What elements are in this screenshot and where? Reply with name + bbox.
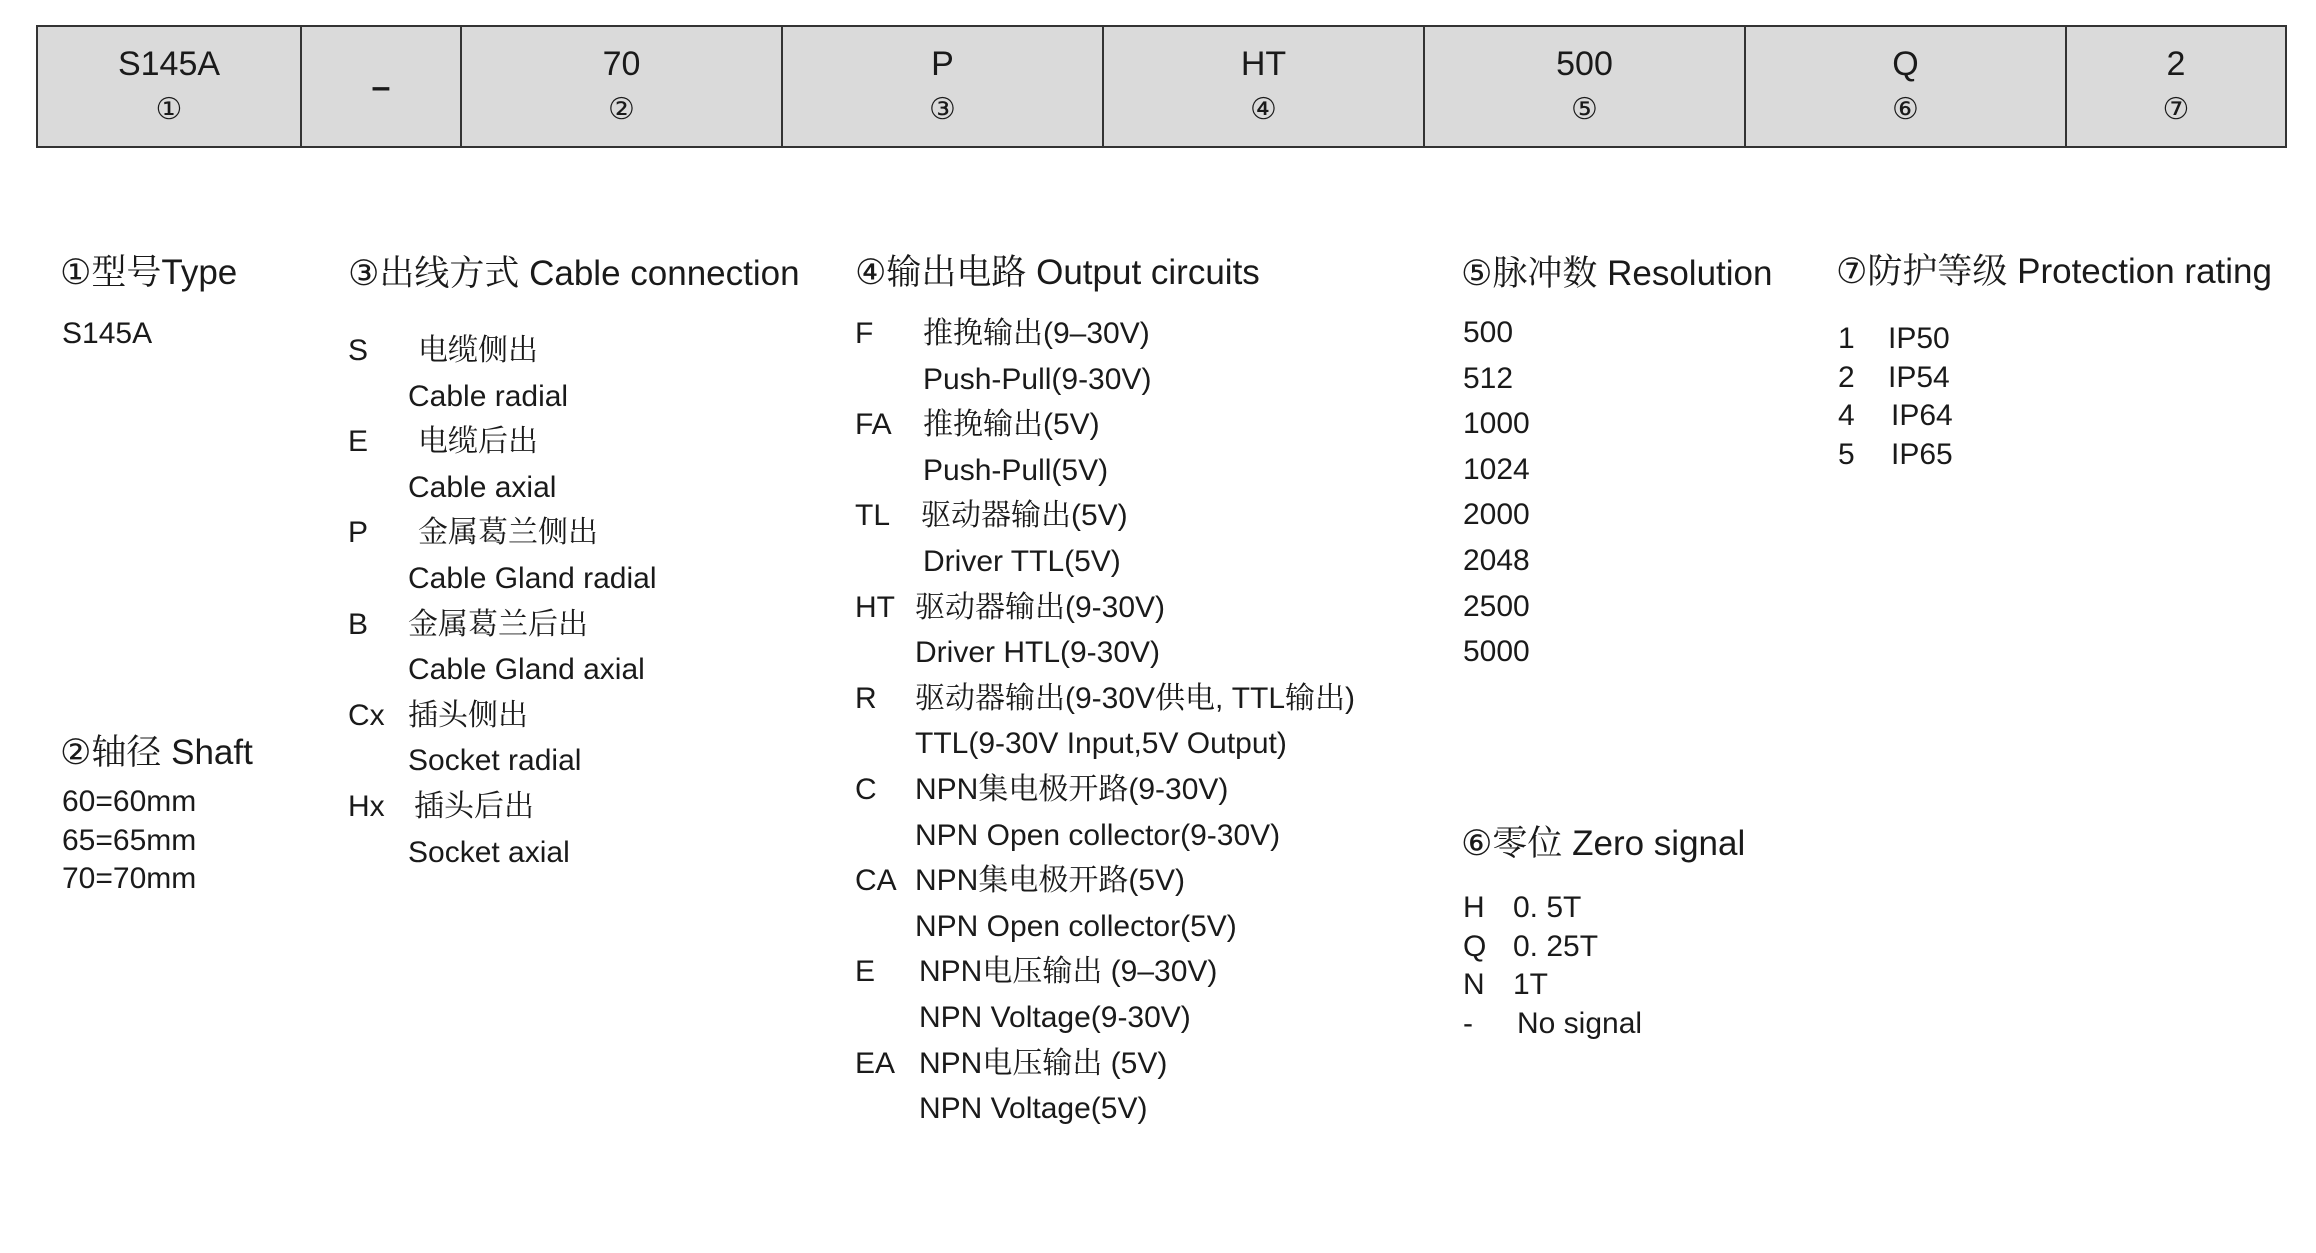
item-en: Cable Gland radial — [408, 561, 657, 595]
list-item — [1463, 889, 1763, 928]
list-item — [855, 311, 1455, 357]
list-item — [1463, 928, 1763, 967]
item-en: TTL(9-30V Input,5V Output) — [915, 727, 1287, 761]
code-cell-protection — [2065, 27, 2285, 146]
list-item — [1838, 359, 2038, 398]
item-value: IP50 — [1888, 322, 1950, 355]
output-list — [855, 311, 1455, 1132]
item-cn: 金属葛兰侧出 — [418, 516, 598, 550]
zero-title: ⑥零位 Zero signal — [1461, 824, 1746, 863]
list-item — [348, 419, 868, 465]
item-en: Push-Pull(9-30V) — [923, 362, 1152, 396]
item-cn: NPN电压输出 (5V) — [919, 1046, 1168, 1080]
item-code: E — [348, 425, 369, 459]
item-en: Driver HTL(9-30V) — [915, 636, 1161, 670]
item-value: IP65 — [1891, 437, 1953, 471]
item-code: Q — [1463, 929, 1487, 963]
list-item — [348, 510, 868, 556]
list-item — [855, 1041, 1455, 1087]
list-item — [855, 357, 1455, 403]
item-en: Cable axial — [408, 470, 557, 504]
list-item — [855, 995, 1455, 1041]
list-item — [1838, 436, 2038, 475]
type-title: ①型号Type — [60, 253, 238, 292]
item-value: No signal — [1517, 1006, 1643, 1040]
item-code: - — [1463, 1006, 1473, 1040]
list-item: 60=60mm — [62, 785, 197, 818]
code-cell-shaft — [460, 27, 781, 146]
list-item — [855, 448, 1455, 494]
code-cell-cable — [781, 27, 1102, 146]
item-code: F — [855, 317, 874, 350]
code-cell-separator — [300, 27, 460, 146]
resolution-list — [1463, 310, 1530, 675]
item-code: 1 — [1838, 322, 1855, 355]
list-item — [348, 784, 868, 830]
item-code: E — [855, 955, 876, 989]
item-cn: 插头侧出 — [408, 698, 528, 732]
code-value: – — [371, 67, 391, 106]
list-item — [1838, 397, 2038, 436]
protection-title: ⑦防护等级 Protection rating — [1836, 252, 2272, 291]
list-item — [348, 738, 868, 784]
code-value: P — [931, 44, 954, 83]
item-code: 5 — [1838, 437, 1855, 471]
item-cn: 推挽输出(5V) — [923, 408, 1100, 442]
shaft-list — [62, 783, 196, 899]
list-item — [348, 465, 868, 511]
item-value: 0. 25T — [1513, 929, 1599, 963]
item-en: Push-Pull(5V) — [923, 453, 1109, 487]
list-item — [855, 721, 1455, 767]
list-item: 2048 — [1463, 543, 1530, 577]
item-en: Driver TTL(5V) — [923, 544, 1121, 578]
list-item — [855, 813, 1455, 859]
code-index: ⑥ — [1892, 92, 1919, 126]
item-cn: 插头后出 — [414, 789, 534, 823]
item-en: NPN Voltage(9-30V) — [919, 1000, 1191, 1034]
item-code: Hx — [348, 789, 385, 823]
code-value: 2 — [2166, 44, 2186, 83]
cable-title: ③出线方式 Cable connection — [348, 254, 800, 293]
item-cn: 驱动器输出(9-30V供电, TTL输出) — [915, 681, 1356, 715]
zero-list — [1463, 889, 1763, 1043]
item-cn: NPN电压输出 (9–30V) — [919, 955, 1218, 989]
list-item — [348, 328, 868, 374]
item-en: NPN Open collector(9-30V) — [915, 818, 1281, 852]
cable-list — [348, 328, 868, 875]
item-code: S — [348, 334, 369, 367]
item-code: EA — [855, 1046, 896, 1080]
item-code: B — [348, 607, 369, 641]
list-item — [855, 858, 1455, 904]
type-list — [62, 311, 152, 357]
item-code: H — [1463, 891, 1485, 924]
code-index: ③ — [929, 92, 956, 126]
item-code: N — [1463, 968, 1485, 1001]
protection-list — [1838, 320, 2038, 474]
item-cn: 电缆侧出 — [418, 334, 538, 367]
list-item — [855, 1086, 1455, 1132]
code-cell-zero — [1744, 27, 2065, 146]
item-value: IP64 — [1891, 399, 1953, 432]
item-code: P — [348, 516, 369, 550]
item-value: 0. 5T — [1513, 891, 1582, 924]
code-value: S145A — [117, 44, 221, 83]
list-item — [348, 830, 868, 876]
list-item — [855, 493, 1455, 539]
output-title: ④输出电路 Output circuits — [855, 253, 1260, 292]
item-cn: NPN集电极开路(5V) — [915, 864, 1186, 898]
item-cn: 金属葛兰后出 — [408, 607, 588, 641]
code-cell-model — [38, 27, 300, 146]
list-item — [348, 556, 868, 602]
item-cn: NPN集电极开路(9-30V) — [915, 772, 1229, 806]
list-item: 5000 — [1463, 635, 1530, 669]
list-item: 512 — [1463, 361, 1514, 395]
item-cn: 推挽输出(9–30V) — [923, 317, 1150, 350]
list-item: 65=65mm — [62, 823, 197, 857]
code-index: ① — [155, 92, 183, 126]
list-item: 2500 — [1463, 589, 1530, 623]
list-item — [855, 904, 1455, 950]
list-item — [348, 374, 868, 420]
list-item — [855, 676, 1455, 722]
item-code: HT — [855, 590, 895, 624]
shaft-title: ②轴径 Shaft — [60, 733, 253, 772]
list-item: 1024 — [1463, 452, 1530, 486]
item-code: R — [855, 681, 877, 715]
resolution-title: ⑤脉冲数 Resolution — [1461, 254, 1773, 293]
code-value: HT — [1240, 44, 1287, 83]
item-code: TL — [855, 499, 891, 533]
code-index: ⑦ — [2162, 92, 2190, 126]
item-code: 2 — [1838, 360, 1855, 394]
list-item — [855, 402, 1455, 448]
item-value: IP54 — [1888, 360, 1950, 394]
list-item — [348, 647, 868, 693]
item-code: 4 — [1838, 399, 1855, 432]
code-cell-resolution — [1423, 27, 1744, 146]
list-item: 70=70mm — [62, 862, 197, 895]
list-item — [855, 585, 1455, 631]
list-item — [348, 602, 868, 648]
list-item: 500 — [1463, 316, 1514, 349]
item-cn: 驱动器输出(9-30V) — [915, 590, 1166, 624]
code-index: ② — [608, 92, 635, 126]
item-value: 1T — [1513, 968, 1549, 1001]
list-item: 1000 — [1463, 407, 1530, 441]
code-value: Q — [1892, 44, 1919, 83]
code-value: 500 — [1556, 44, 1613, 83]
item-en: Cable Gland axial — [408, 653, 645, 687]
list-item — [855, 767, 1455, 813]
item-code: FA — [855, 408, 892, 442]
code-value: 70 — [602, 44, 641, 83]
item-en: Socket axial — [408, 835, 570, 869]
list-item — [855, 539, 1455, 585]
list-item: S145A — [62, 317, 153, 350]
item-code: C — [855, 772, 877, 806]
list-item — [348, 693, 868, 739]
list-item — [855, 630, 1455, 676]
model-code-table — [36, 25, 2287, 148]
code-index: ⑤ — [1571, 92, 1598, 126]
list-item — [1463, 966, 1763, 1005]
item-code: Cx — [348, 698, 385, 732]
item-cn: 驱动器输出(5V) — [921, 499, 1128, 533]
item-code: CA — [855, 864, 897, 898]
code-cell-output — [1102, 27, 1423, 146]
item-en: NPN Voltage(5V) — [919, 1092, 1148, 1126]
list-item: 2000 — [1463, 498, 1530, 532]
code-index: ④ — [1250, 92, 1277, 126]
list-item — [1463, 1005, 1763, 1044]
item-en: NPN Open collector(5V) — [915, 909, 1237, 943]
item-cn: 电缆后出 — [418, 425, 538, 459]
list-item — [1838, 320, 2038, 359]
item-en: Cable radial — [408, 379, 569, 413]
list-item — [855, 949, 1455, 995]
item-en: Socket radial — [408, 744, 582, 778]
